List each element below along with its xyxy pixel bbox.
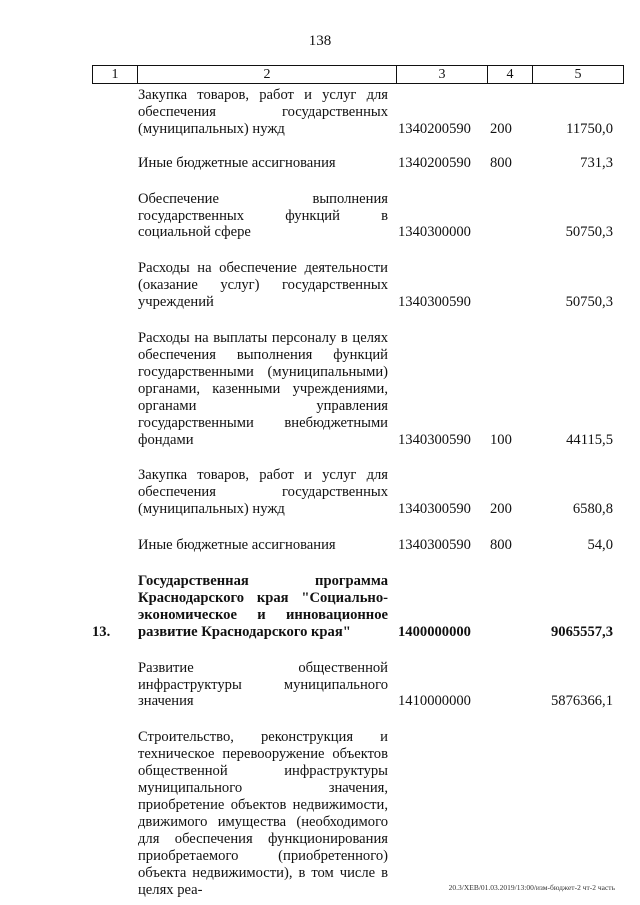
column-header-table bbox=[92, 65, 624, 84]
row-amount: 731,3 bbox=[580, 154, 613, 171]
column-header-row bbox=[93, 66, 624, 84]
column-header-5: 5 bbox=[533, 66, 624, 84]
budget-table-body bbox=[0, 84, 640, 898]
table-row bbox=[0, 729, 640, 898]
row-expense-type: 100 bbox=[490, 431, 512, 448]
page-number: 138 bbox=[308, 33, 332, 49]
row-amount: 9065557,3 bbox=[550, 623, 613, 640]
table-row bbox=[0, 330, 640, 448]
row-name: Развитие общественной инфраструктуры муниципального значения bbox=[138, 659, 388, 710]
row-name: Обеспечение выполнения государственных функций в социальной сфере bbox=[138, 190, 388, 241]
row-code: 1340200590 bbox=[398, 154, 471, 171]
row-code: 1340300590 bbox=[398, 501, 471, 518]
row-code: 1400000000 bbox=[398, 623, 471, 640]
column-header-2: 2 bbox=[138, 66, 397, 84]
row-name: Расходы на выплаты персоналу в целях обеспечения выполнения функций государственными (муниципальными) органами, казенными учреждениями, органами управления государственными внебюджетными фондами bbox=[138, 330, 388, 448]
table-row bbox=[0, 155, 640, 172]
row-code: 1340300000 bbox=[398, 224, 471, 241]
row-amount: 11750,0 bbox=[566, 120, 613, 137]
row-expense-type: 200 bbox=[490, 120, 512, 137]
table-row bbox=[0, 260, 640, 311]
table-row bbox=[0, 660, 640, 711]
table-row bbox=[0, 467, 640, 518]
row-code: 1340300590 bbox=[398, 294, 471, 311]
row-name: Закупка товаров, работ и услуг для обеспечения государственных (муниципальных) нужд bbox=[138, 87, 388, 137]
table-row-program bbox=[0, 573, 640, 641]
row-code: 1340300590 bbox=[398, 537, 471, 554]
row-code: 1340200590 bbox=[398, 120, 471, 137]
row-name: Строительство, реконструкция и техническое перевооружение объектов общественной инфраструктуры муниципального значения, приобретение объектов недвижимости, движимого имущества (необходимого для обеспечения функционирования приобретаемого (приобретенного) объекта недвижимости), в том числе в целях реа- bbox=[138, 729, 388, 898]
table-row bbox=[0, 87, 640, 138]
row-name: Закупка товаров, работ и услуг для обеспечения государственных (муниципальных) нужд bbox=[138, 467, 388, 518]
row-name: Государственная программа Краснодарского края "Социально-экономическое и инновационное развитие Краснодарского края" bbox=[138, 573, 388, 640]
row-amount: 50750,3 bbox=[565, 224, 613, 241]
row-expense-type: 800 bbox=[490, 154, 512, 171]
row-expense-type: 200 bbox=[490, 501, 512, 518]
row-name: Расходы на обеспечение деятельности (оказание услуг) государственных учреждений bbox=[138, 260, 388, 311]
column-header-3: 3 bbox=[397, 66, 488, 84]
table-row bbox=[0, 191, 640, 242]
row-code: 1410000000 bbox=[398, 693, 471, 710]
row-amount: 54,0 bbox=[587, 537, 613, 554]
document-footer-stamp: 20.3/ХЕВ/01.03.2019/13:00/изм-бюджет-2 чт-2 часть bbox=[448, 883, 615, 892]
row-amount: 50750,3 bbox=[565, 294, 613, 311]
row-number: 13. bbox=[92, 623, 111, 640]
row-amount: 6580,8 bbox=[572, 501, 613, 518]
column-header-4: 4 bbox=[488, 66, 533, 84]
row-amount: 5876366,1 bbox=[550, 693, 613, 710]
row-name: Иные бюджетные ассигнования bbox=[138, 154, 336, 171]
row-name: Иные бюджетные ассигнования bbox=[138, 537, 336, 554]
row-code: 1340300590 bbox=[398, 431, 471, 448]
row-amount: 44115,5 bbox=[566, 431, 613, 448]
table-row bbox=[0, 537, 640, 554]
row-expense-type: 800 bbox=[490, 537, 512, 554]
column-header-1: 1 bbox=[93, 66, 138, 84]
